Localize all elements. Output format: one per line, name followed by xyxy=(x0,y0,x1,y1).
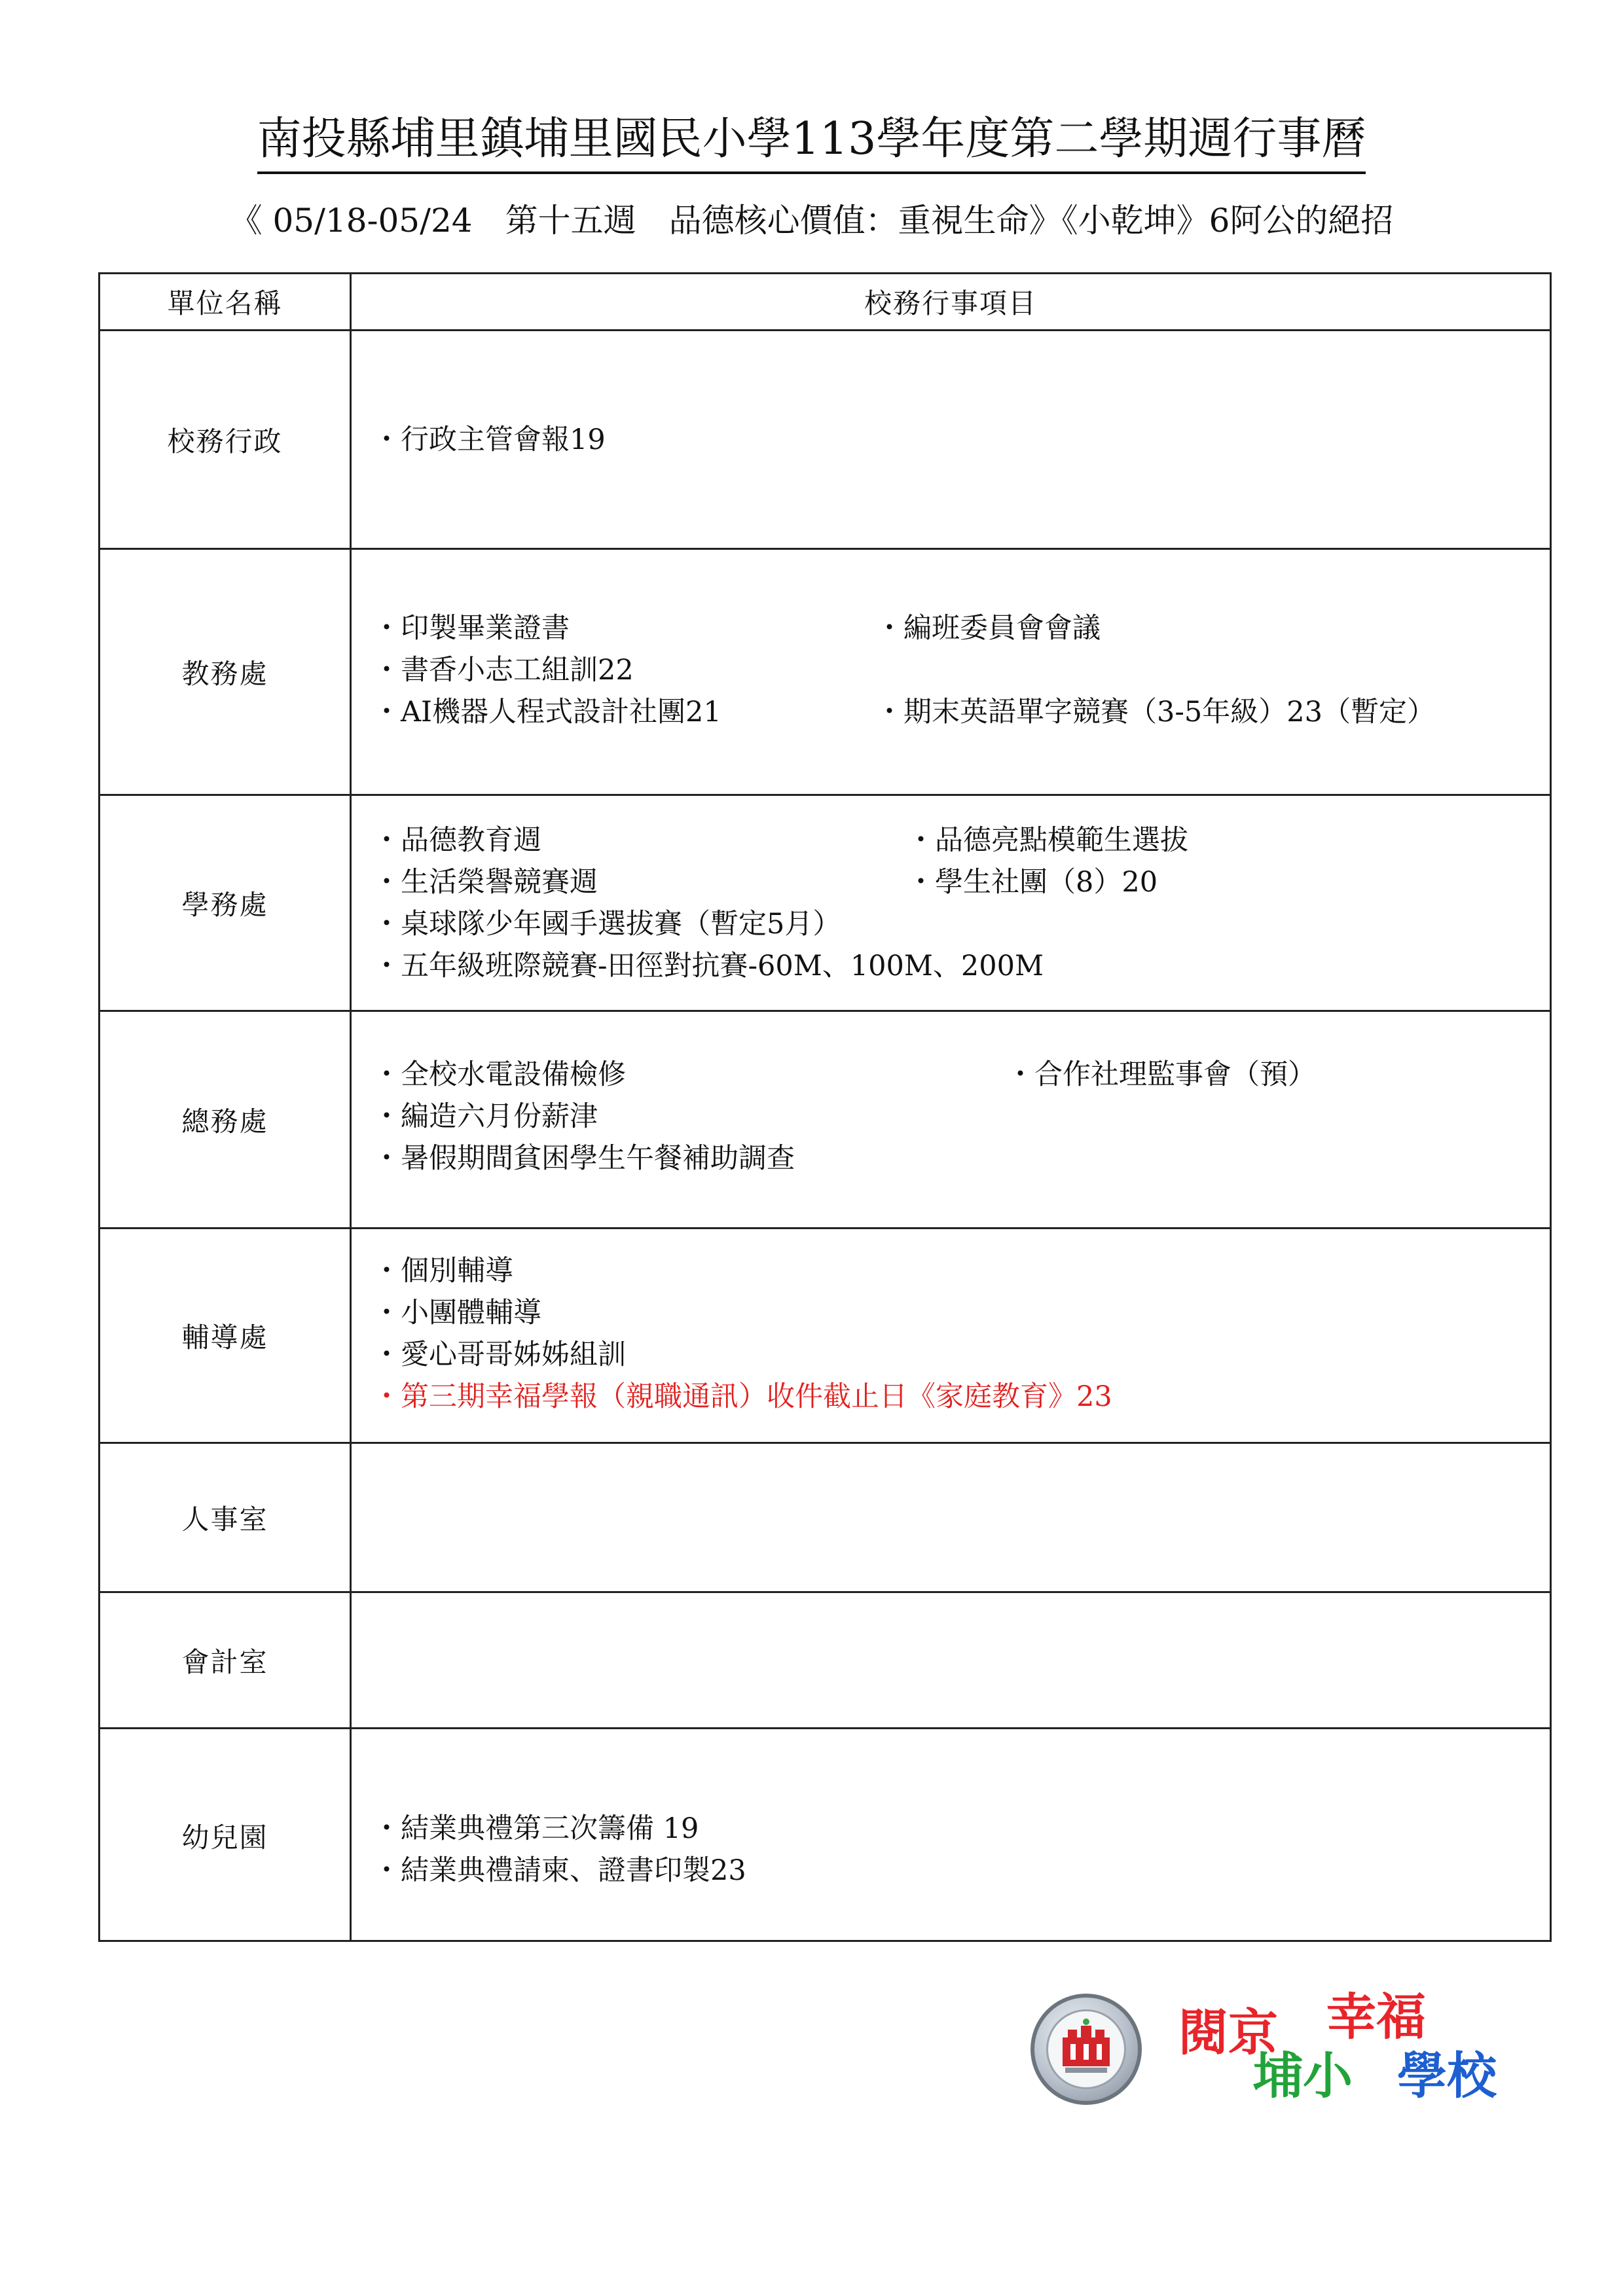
list-item: ・品德亮點模範生選拔 xyxy=(907,824,1188,857)
slogan-text-3: 埔小 xyxy=(1253,2047,1353,2105)
unit-name: 幼兒園 xyxy=(100,1729,352,1942)
list-item: ・小團體輔導 xyxy=(373,1297,541,1329)
table-row xyxy=(100,548,1550,794)
unit-name: 校務行政 xyxy=(100,331,352,548)
table-header-row xyxy=(100,274,1550,329)
table-row xyxy=(100,1227,1550,1442)
week-subtitle: 《 05/18-05/24 第十五週 品德核心價值：重視生命》《小乾坤》6阿公的絕招 xyxy=(229,202,1394,240)
unit-name: 總務處 xyxy=(100,1012,352,1227)
unit-name: 輔導處 xyxy=(100,1229,352,1442)
list-item: ・印製畢業證書 xyxy=(373,612,570,645)
list-item: ・學生社團（8）20 xyxy=(907,866,1158,899)
weekly-calendar-table xyxy=(98,272,1552,1942)
table-row xyxy=(100,1727,1550,1942)
slogan-text-1: 閱京 xyxy=(1178,2003,1278,2062)
list-item: ・編造六月份薪津 xyxy=(373,1100,598,1133)
list-item: ・全校水電設備檢修 xyxy=(373,1058,626,1091)
table-row xyxy=(100,794,1550,1010)
slogan-text-4: 學校 xyxy=(1397,2047,1497,2105)
slogan-text-2: 幸福 xyxy=(1326,1988,1426,2046)
unit-name: 教務處 xyxy=(100,550,352,794)
header-items: 校務行事項目 xyxy=(864,287,1037,319)
highlighted-deadline-item: ・第三期幸福學報（親職通訊）收件截止日《家庭教育》23 xyxy=(373,1380,1112,1413)
list-item: ・合作社理監事會（預） xyxy=(1006,1058,1316,1091)
page-title: 南投縣埔里鎮埔里國民小學113學年度第二學期週行事曆 xyxy=(0,110,1623,174)
list-item: ・結業典禮請柬、證書印製23 xyxy=(373,1854,746,1887)
list-item: ・AI機器人程式設計社團21 xyxy=(373,696,721,728)
list-item: ・五年級班際競賽-田徑對抗賽-60M、100M、200M xyxy=(373,950,1044,982)
school-logo xyxy=(1027,1990,1518,2121)
list-item: ・生活榮譽競賽週 xyxy=(373,866,598,899)
unit-name: 會計室 xyxy=(100,1593,352,1727)
table-row xyxy=(100,329,1550,548)
list-item: ・品德教育週 xyxy=(373,824,541,857)
school-seal-icon xyxy=(1030,1994,1142,2105)
table-row xyxy=(100,1010,1550,1227)
list-item: ・桌球隊少年國手選拔賽（暫定5月） xyxy=(373,908,841,941)
list-item: ・結業典禮第三次籌備 19 xyxy=(373,1812,699,1845)
table-row xyxy=(100,1591,1550,1727)
list-item: ・個別輔導 xyxy=(373,1255,513,1287)
list-item: ・愛心哥哥姊姊組訓 xyxy=(373,1338,626,1371)
table-row xyxy=(100,1442,1550,1591)
list-item: ・書香小志工組訓22 xyxy=(373,654,634,687)
unit-name: 學務處 xyxy=(100,796,352,1010)
unit-name: 人事室 xyxy=(100,1444,352,1591)
header-unit-name: 單位名稱 xyxy=(100,274,352,329)
list-item: ・行政主管會報19 xyxy=(373,423,606,456)
list-item: ・暑假期間貧困學生午餐補助調查 xyxy=(373,1142,795,1175)
list-item: ・編班委員會會議 xyxy=(875,612,1101,645)
list-item: ・期末英語單字競賽（3-5年級）23（暫定） xyxy=(875,696,1435,728)
